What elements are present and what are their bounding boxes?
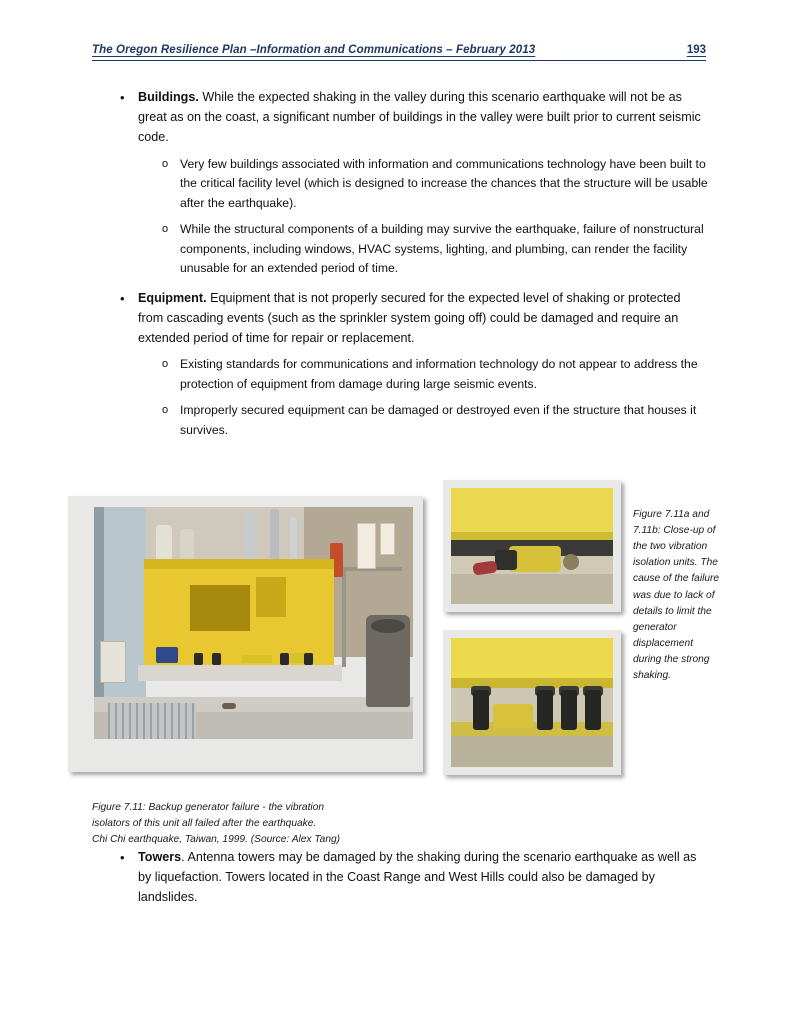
bullet-text: Equipment that is not properly secured for the expected level of shaking or protected from cascading events (such as the sprinkler system going off) could be damaged and require an extended period of time for repair or replacement. — [138, 290, 681, 345]
photo-image-main — [94, 507, 413, 739]
page-number: 193 — [686, 44, 706, 56]
figure-7-11b-photo — [443, 630, 621, 775]
bullet-marker: • — [120, 290, 125, 306]
bullet-lead: Buildings. — [138, 90, 199, 104]
page-header — [92, 44, 706, 61]
bullet-marker: • — [120, 850, 125, 865]
list-item — [92, 88, 708, 279]
bullet-lead: Equipment. — [138, 290, 207, 305]
sub-bullet-text: Very few buildings associated with information and communications technology have been built to the critical facility level (which is designed to increase the chances that the structure will be usable after the earthquake). — [180, 156, 708, 210]
list-item — [138, 401, 708, 440]
list-item — [138, 355, 708, 394]
figure-caption-line-2: isolators of this unit all failed after the earthquake. — [92, 817, 317, 829]
sub-bullet-marker: o — [162, 358, 169, 371]
figure-main-caption — [92, 800, 422, 848]
figure-group — [68, 472, 728, 802]
bullet-lead: Towers — [138, 850, 182, 864]
sub-bullet-marker: o — [162, 223, 169, 236]
list-item — [92, 289, 708, 441]
list-item — [138, 220, 708, 279]
bottom-content — [92, 848, 708, 918]
sub-bullet-marker: o — [162, 157, 169, 170]
bullet-list — [92, 88, 708, 441]
photo-image-b — [451, 638, 613, 767]
figure-caption-line-1: Figure 7.11: Backup generator failure - the vibration — [92, 802, 324, 813]
list-item — [92, 848, 708, 908]
bullet-list-bottom — [92, 848, 708, 908]
figure-side-caption: Figure 7.11a and 7.11b: Close-up of the two vibration isolation units. The cause of the failure was due to lack of details to limit the generator displacement during the strong shaking. — [633, 509, 720, 682]
figure-caption-line-3: Chi Chi earthquake, Taiwan, 1999. (Source: Alex Tang) — [92, 833, 341, 845]
bullet-marker: • — [120, 90, 125, 105]
sub-bullet-text: Improperly secured equipment can be damaged or destroyed even if the structure that houses it survives. — [180, 403, 697, 437]
header-title: The Oregon Resilience Plan –Information and Communications – February 2013 — [92, 44, 536, 56]
bullet-text: While the expected shaking in the valley during this scenario earthquake will not be as great as on the coast, a significant number of buildings in the valley were built prior to current seismic code. — [138, 90, 701, 144]
sub-bullet-text: Existing standards for communications and information technology do not appear to address the protection of equipment from damage during large seismic events. — [180, 357, 698, 391]
figure-7-11a-photo — [443, 480, 621, 612]
main-content — [92, 88, 708, 451]
sub-bullet-text: While the structural components of a building may survive the earthquake, failure of nonstructural components, including windows, HVAC systems, lighting, and plumbing, can render the facility unusable for an extended period of time. — [180, 222, 704, 276]
sub-bullet-list — [138, 155, 708, 279]
bullet-text: . Antenna towers may be damaged by the shaking during the scenario earthquake as well as by liquefaction. Towers located in the Coast Range and West Hills could also be damaged by landslides. — [138, 850, 697, 904]
sub-bullet-list — [138, 355, 708, 440]
sub-bullet-marker: o — [162, 404, 169, 417]
figure-7-11-main-photo — [68, 496, 423, 772]
list-item — [138, 155, 708, 214]
photo-image-a — [451, 488, 613, 604]
